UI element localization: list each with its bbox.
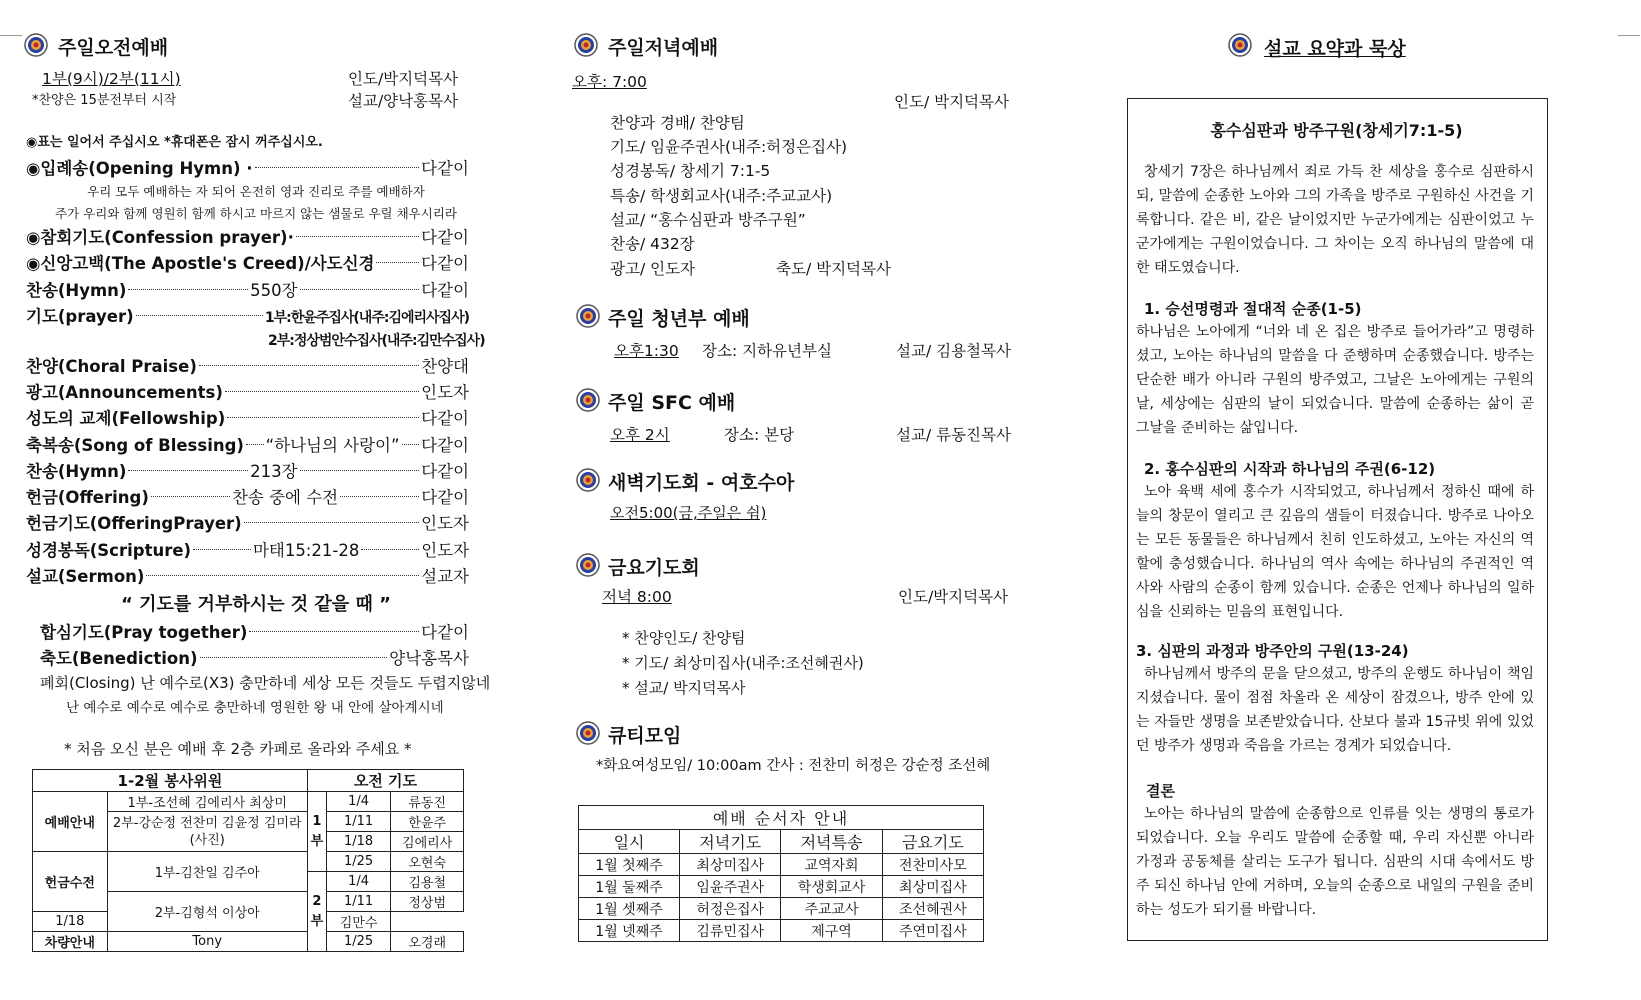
evening-time: 오후: 7:00 — [572, 73, 647, 91]
col1.items-row — [26, 224, 469, 248]
table-cell: 1/18 — [326, 832, 391, 852]
category-vehicle: 차량안내 — [33, 932, 108, 952]
praise-note: *찬양은 15분전부터 시작 — [32, 93, 177, 108]
standing-notice: ◉표는 일어서 주십시오 *휴대폰은 잠시 꺼주십시오. — [26, 135, 323, 150]
conclusion-body: 노아는 하나님의 말씀에 순종함으로 인류를 잇는 생명의 통로가 되었습니다. 오늘 우리도 말씀에 순종할 때, 우리 자신뿐 아니라 가정과 공동체를 살리는 도구가 됩니다. 심판의 시대 속에서도 방주 되신 하나님 안에 거하며, 오늘의 순종으로 내일의 구원을 준비하는 성도가 되기를 바랍니다. — [1136, 806, 1534, 918]
col1.items-row — [26, 537, 469, 561]
closing-song: 폐회(Closing) 난 예수로(X3) 충만하네 세상 모든 것들도 두렵지않네 — [40, 674, 491, 692]
leader-dots — [146, 575, 419, 576]
table-cell: 제구역 — [781, 920, 882, 942]
table-cell: 최상미집사 — [680, 854, 781, 876]
leader-dots — [199, 365, 419, 366]
qt-meeting-title: 큐티모임 — [608, 725, 682, 747]
evening-order-line: 찬양과 경배/ 찬양팀 — [610, 114, 745, 132]
order-item-detail: 마태15:21-28 — [252, 541, 360, 560]
table-cell: 1/18 — [33, 912, 108, 932]
col1.items-row — [26, 458, 469, 482]
order-item-value: 다같이 — [421, 281, 470, 300]
table-cell: 1부-김찬일 김주아 — [107, 852, 307, 892]
section-1-body: 하나님은 노아에게 “너와 네 온 집은 방주로 들어가라”고 명령하셨고, 노아는 하나님의 말씀을 다 준행하며 순종했습니다. 방주는 단순한 배가 아니라 구원의 방주였고, 그날은 노아에게는 구원의 날, 세상에는 심판의 날이 되었습니다. 말씀에 순종하는 삶이 곧 그날을 준비하는 삶입니다. — [1136, 324, 1534, 436]
col1.items-row — [26, 405, 469, 429]
order-item-label: 합심기도(Pray together) — [40, 623, 248, 642]
table-cell: 1/11 — [326, 892, 391, 912]
table-cell: 김에리사 — [391, 832, 464, 852]
table-cell: 1월 첫째주 — [579, 854, 680, 876]
leader-dots — [136, 315, 263, 316]
church-logo-icon — [576, 553, 600, 577]
leader-dots — [244, 522, 419, 523]
table-cell: 임윤주권사 — [680, 876, 781, 898]
col1.items-row — [26, 484, 469, 508]
sermon-title: “ 기도를 거부하시는 것 같을 때 ” — [121, 594, 391, 615]
worship-order-table — [578, 805, 984, 942]
church-logo-icon — [574, 33, 598, 57]
table-header-prayer: 오전 기도 — [307, 770, 463, 792]
order-item-label: ◉입례송(Opening Hymn) · — [26, 159, 253, 178]
table-cell: 김용철 — [391, 872, 464, 892]
col1.items-row — [26, 432, 469, 456]
service-volunteer-table — [32, 769, 464, 952]
table-cell: 1/25 — [326, 932, 391, 952]
leader-dots — [402, 444, 420, 445]
youth-time: 오후1:30 — [614, 342, 679, 360]
leader-dots — [128, 470, 248, 471]
order-item-value: 찬양대 — [421, 357, 469, 376]
order-item-label: 헌금(Offering) — [26, 488, 149, 507]
table-cell: 교역자회 — [781, 854, 882, 876]
sfc-preacher: 설교/ 류동진목사 — [896, 426, 1011, 444]
section-3-title: 3. 심판의 과정과 방주안의 구원(13-24) — [1136, 642, 1409, 660]
leader-dots — [227, 417, 419, 418]
dawn-time: 오전5:00(금,주일은 쉼) — [610, 504, 767, 522]
order-item-label: 성도의 교제(Fellowship) — [26, 409, 226, 428]
table-cell: 1/25 — [326, 852, 391, 872]
table-row — [579, 854, 984, 876]
friday-order-line: * 찬양인도/ 찬양팀 — [622, 629, 746, 647]
col1.items-row — [26, 379, 469, 403]
order-item-detail: 213장 — [250, 462, 298, 481]
leader-dots — [255, 167, 420, 168]
table-cell: 1월 둘째주 — [579, 876, 680, 898]
church-logo-icon — [24, 33, 48, 57]
leader-dots — [193, 549, 251, 550]
youth-preacher: 설교/ 김용철목사 — [896, 342, 1011, 360]
page-corner-mark-left — [0, 35, 22, 36]
order-item-value: 다같이 — [421, 409, 469, 428]
evening-order-line: 설교/ “홍수심판과 방주구원” — [610, 210, 806, 229]
order-item-value: 다같이 — [421, 254, 469, 273]
order-item-value: 다같이 — [421, 462, 470, 481]
evening-order-line: 기도/ 임윤주권사(내주:허정은집사) — [610, 138, 848, 157]
order-table-header: 저녁기도 — [680, 830, 781, 854]
youth-service-title: 주일 청년부 예배 — [608, 308, 750, 330]
table-cell: 허정은집사 — [680, 898, 781, 920]
table-cell: Tony — [107, 932, 307, 952]
leader-dots — [200, 657, 388, 658]
service-time: 1부(9시)/2부(11시) — [42, 70, 181, 88]
order-item-label: 성경봉독(Scripture) — [26, 541, 192, 560]
section-1-title: 1. 승선명령과 절대적 순종(1-5) — [1144, 300, 1362, 318]
morning-leader: 인도/박지덕목사 — [348, 70, 459, 88]
order-item-label: 축도(Benediction) — [40, 649, 198, 668]
evening-leader: 인도/ 박지덕목사 — [894, 93, 1009, 111]
leader-dots — [246, 444, 264, 445]
evening-order-line: 특송/ 학생회교사(내주:주교교사) — [610, 186, 833, 205]
table-cell: 1/4 — [326, 872, 391, 892]
col1.items-row — [26, 250, 469, 274]
friday-prayer-title: 금요기도회 — [608, 557, 700, 579]
leader-dots — [225, 391, 419, 392]
visitor-note: * 처음 오신 분은 예배 후 2층 카페로 올라와 주세요 * — [64, 740, 412, 758]
dawn-prayer-title: 새벽기도회 - 여호수아 — [608, 472, 795, 494]
morning-service-title: 주일오전예배 — [58, 37, 169, 59]
order-item-value: 다같이 — [421, 623, 469, 642]
order-item-label: 기도(prayer) — [26, 307, 134, 326]
table-cell: 2 부 — [307, 872, 326, 952]
order-item-detail: 550장 — [250, 281, 298, 300]
order-table-title: 예배 순서자 안내 — [579, 806, 984, 830]
table-cell: 조선혜권사 — [882, 898, 983, 920]
col1.items2-row — [40, 619, 469, 643]
order-item-label: 찬송(Hymn) — [26, 462, 127, 481]
order-item-label: 찬양(Choral Praise) — [26, 357, 197, 376]
evening-service-title: 주일저녁예배 — [608, 37, 719, 59]
hymn-lyric-1: 우리 모두 예배하는 자 되어 온전히 영과 진리로 주를 예배하자 — [87, 184, 425, 199]
order-item-value: 1부:한윤주집사(내주:김에리사집사) — [264, 310, 469, 326]
conclusion-title: 결론 — [1146, 782, 1175, 800]
order-item-detail: 찬송 중에 수전 — [231, 488, 339, 507]
order-item-label: 설교(Sermon) — [26, 567, 145, 586]
leader-dots — [128, 289, 248, 290]
order-item-value: 다같이 — [421, 228, 469, 247]
friday-time: 저녁 8:00 — [602, 588, 672, 606]
table-cell: 1월 넷째주 — [579, 920, 680, 942]
leader-dots — [340, 496, 419, 497]
col1.items-row — [26, 277, 469, 301]
table-cell: 오경래 — [391, 932, 464, 952]
order-item-label: 축복송(Song of Blessing) — [26, 436, 244, 455]
church-logo-icon — [576, 468, 600, 492]
friday-order-line: * 기도/ 최상미집사(내주:조선혜권사) — [622, 654, 864, 672]
category-usher: 예배안내 — [33, 792, 108, 852]
table-cell: 한윤주 — [391, 812, 464, 832]
col1.items2-row — [40, 645, 469, 669]
youth-place: 장소: 지하유년부실 — [702, 342, 832, 360]
order-item-label: 찬송(Hymn) — [26, 281, 127, 300]
order-item-value: 인도자 — [421, 541, 470, 560]
evening-order-line: 찬송/ 432장 — [610, 235, 695, 253]
col1.items-row — [26, 510, 469, 534]
table-cell: 1 부 — [307, 792, 326, 872]
table-cell: 주교교사 — [781, 898, 882, 920]
leader-dots — [296, 236, 419, 237]
table-cell: 정상범 — [391, 892, 464, 912]
order-item-detail: “하나님의 사랑이” — [265, 436, 400, 455]
table-cell: 2부-김형석 이상아 — [107, 892, 307, 932]
table-cell: 주연미집사 — [882, 920, 983, 942]
evening-announce: 광고/ 인도자 — [610, 260, 696, 278]
order-table-header: 일시 — [579, 830, 680, 854]
order-item-value: 다같이 — [421, 488, 470, 507]
table-cell: 1/4 — [326, 792, 391, 812]
church-logo-icon — [576, 721, 600, 745]
col1.items-row — [26, 155, 469, 179]
sermon-summary-title: 설교 요약과 묵상 — [1264, 38, 1406, 60]
table-cell: 2부-강순정 전찬미 김윤정 김미라(사진) — [107, 812, 307, 852]
order-item-value: 설교자 — [421, 567, 469, 586]
sfc-time: 오후 2시 — [610, 426, 670, 444]
sermon-summary-heading: 홍수심판과 방주구원(창세기7:1-5) — [1210, 121, 1463, 140]
table-cell: 1부-조선혜 김에리사 최상미 — [107, 792, 307, 812]
category-offering: 헌금수전 — [33, 852, 108, 912]
leader-dots — [249, 631, 419, 632]
col1.items-row — [26, 303, 469, 327]
col1.items-row — [26, 353, 469, 377]
section-2-body: 노아 육백 세에 홍수가 시작되었고, 하나님께서 정하신 때에 하늘의 창문이 열리고 큰 깊음의 샘들이 터졌습니다. 방주로 나아오는 모든 동물들은 하나님께서 친히 인도하셨고, 노아는 자신의 역할에 충성했습니다. 하나님의 역사 속에는 하나님의 주권적인 역사와 사람의 순종이 함께 있습니다. 순종은 언제나 하나님의 일하심을 신뢰하는 믿음의 표현입니다. — [1136, 484, 1534, 620]
church-logo-icon — [576, 304, 600, 328]
section-3-body: 하나님께서 방주의 문을 닫으셨고, 방주의 운행도 하나님이 책임지셨습니다. 물이 점점 차올라 온 세상이 잠겼으나, 방주 안에 있는 자들만 생명을 보존받았습니다. 산보다 불과 15규빗 위에 있었던 방주가 생명과 죽음을 가르는 경계가 되었습니다. — [1136, 666, 1534, 754]
table-cell: 류동진 — [391, 792, 464, 812]
leader-dots — [376, 262, 419, 263]
order-item-label: 광고(Announcements) — [26, 383, 223, 402]
friday-order-line: * 설교/ 박지덕목사 — [622, 679, 746, 697]
table-cell: 최상미집사 — [882, 876, 983, 898]
table-cell: 학생회교사 — [781, 876, 882, 898]
order-item-value: 다같이 — [421, 436, 469, 455]
closing-song-2: 난 예수로 예수로 예수로 충만하네 영원한 왕 내 안에 살아계시네 — [66, 700, 444, 716]
order-item-label: 헌금기도(OfferingPrayer) — [26, 514, 242, 533]
morning-preacher: 설교/양낙홍목사 — [348, 92, 459, 110]
leader-dots — [361, 549, 419, 550]
sfc-place: 장소: 본당 — [724, 426, 795, 444]
table-row — [579, 920, 984, 942]
friday-leader: 인도/박지덕목사 — [898, 588, 1009, 606]
leader-dots — [151, 496, 230, 497]
sfc-service-title: 주일 SFC 예배 — [608, 392, 736, 414]
table-row — [579, 898, 984, 920]
table-row — [579, 876, 984, 898]
leader-dots — [300, 470, 420, 471]
order-item-value: 다같이 — [421, 159, 469, 178]
table-cell: 1월 셋째주 — [579, 898, 680, 920]
leader-dots — [300, 289, 420, 290]
order-item-label: ◉참회기도(Confession prayer)· — [26, 228, 294, 247]
table-cell: 김류민집사 — [680, 920, 781, 942]
qt-meeting-line: *화요여성모임/ 10:00am 간사 : 전찬미 허정은 강순정 조선혜 — [596, 758, 991, 774]
prayer-2nd-service: 2부:정상범안수집사(내주:김만수집사) — [268, 333, 485, 349]
table-header-volunteers: 1-2월 봉사위원 — [33, 770, 308, 792]
order-item-value: 양낙홍목사 — [389, 649, 469, 668]
table-cell: 김만수 — [326, 912, 391, 932]
church-logo-icon — [1228, 33, 1252, 57]
church-logo-icon — [576, 388, 600, 412]
order-item-label: ◉신앙고백(The Apostle's Creed)/사도신경 — [26, 254, 375, 273]
page-corner-mark-right — [1618, 35, 1640, 36]
evening-blessing: 축도/ 박지덕목사 — [776, 260, 891, 278]
hymn-lyric-2: 주가 우리와 함께 영원히 함께 하시고 마르지 않는 샘물로 우릴 채우시리라 — [55, 206, 457, 221]
table-cell: 전찬미사모 — [882, 854, 983, 876]
order-item-value: 인도자 — [421, 514, 469, 533]
order-item-value: 인도자 — [421, 383, 469, 402]
order-table-header: 저녁특송 — [781, 830, 882, 854]
table-cell: 오현숙 — [391, 852, 464, 872]
col1.items-row — [26, 563, 469, 587]
evening-order-line: 성경봉독/ 창세기 7:1-5 — [610, 162, 771, 181]
order-table-header: 금요기도 — [882, 830, 983, 854]
table-cell: 1/11 — [326, 812, 391, 832]
sermon-intro: 창세기 7장은 하나님께서 죄로 가득 찬 세상을 홍수로 심판하시되, 말씀에 순종한 노아와 그의 가족을 방주로 구원하신 사건을 기록합니다. 같은 비, 같은 날이었지만 누군가에게는 심판이었고 누군가에게는 구원이었습니다. 그 차이는 오직 하나님의 말씀에 대한 태도였습니다. — [1136, 164, 1534, 276]
section-2-title: 2. 홍수심판의 시작과 하나님의 주권(6-12) — [1144, 460, 1436, 478]
